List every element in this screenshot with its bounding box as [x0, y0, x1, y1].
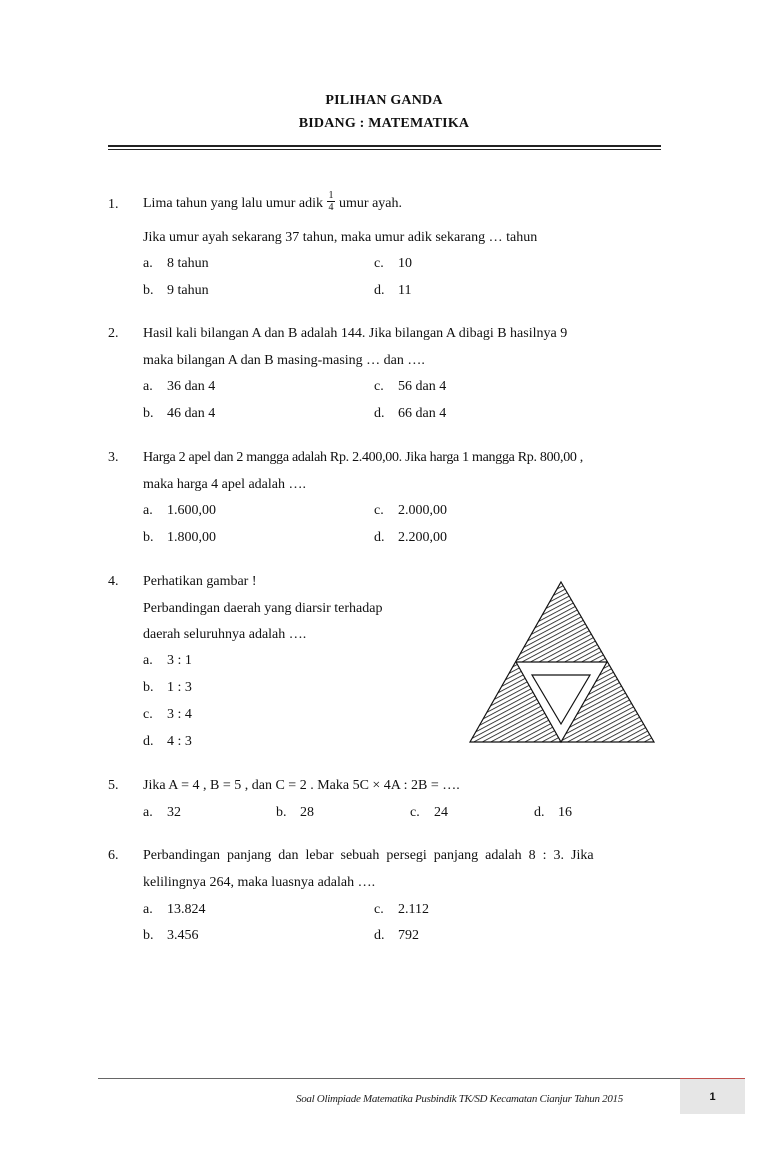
- question-number: 5.: [108, 778, 119, 793]
- option-d[interactable]: [374, 283, 411, 299]
- option-b[interactable]: [276, 805, 314, 821]
- question-number: 1.: [108, 197, 119, 212]
- option-letter: b.: [143, 680, 154, 695]
- option-text: 1 : 3: [167, 680, 192, 695]
- option-text: 13.824: [167, 902, 206, 917]
- option-a[interactable]: [143, 379, 215, 395]
- option-letter: b.: [143, 530, 154, 545]
- question-text-line: Perbandingan panjang dan lebar sebuah persegi panjang adalah 8 : 3. Jika: [143, 848, 594, 863]
- option-text: 1.800,00: [167, 530, 216, 545]
- question-text-line: [143, 189, 402, 219]
- option-b[interactable]: [143, 680, 192, 696]
- option-letter: a.: [143, 902, 153, 917]
- option-text: 16: [558, 805, 572, 820]
- question-text-line: Hasil kali bilangan A dan B adalah 144. Jika bilangan A dibagi B hasilnya 9: [143, 326, 568, 341]
- option-letter: c.: [374, 902, 384, 917]
- option-text: 28: [300, 805, 314, 820]
- question-text-line: daerah seluruhnya adalah ….: [143, 627, 307, 642]
- question-text-line: Jika A = 4 , B = 5 , dan C = 2 . Maka 5C × 4A : 2B = ….: [143, 778, 460, 793]
- title-double-rule-bottom: [108, 149, 661, 150]
- option-d[interactable]: [374, 406, 446, 422]
- option-text: 66 dan 4: [398, 406, 447, 421]
- option-a[interactable]: [143, 503, 216, 519]
- question-number: 4.: [108, 574, 119, 589]
- option-c[interactable]: [374, 503, 447, 519]
- option-a[interactable]: [143, 902, 206, 918]
- question-text-line: kelilingnya 264, maka luasnya adalah ….: [143, 875, 376, 890]
- page-number-box: [680, 1078, 745, 1114]
- option-c[interactable]: [143, 707, 192, 723]
- question-text-line: maka bilangan A dan B masing-masing … dan ….: [143, 353, 425, 368]
- option-b[interactable]: [143, 530, 216, 546]
- option-letter: b.: [143, 406, 154, 421]
- option-letter: a.: [143, 256, 153, 271]
- option-letter: c.: [374, 379, 384, 394]
- question-text-part: Lima tahun yang lalu umur adik: [143, 196, 324, 211]
- page-title: PILIHAN GANDA: [325, 93, 443, 108]
- option-a[interactable]: [143, 805, 181, 821]
- option-a[interactable]: [143, 256, 209, 272]
- option-text: 10: [398, 256, 412, 271]
- option-text: 4 : 3: [167, 734, 192, 749]
- option-text: 24: [434, 805, 448, 820]
- footer-text: Soal Olimpiade Matematika Pusbindik TK/SD Kecamatan Cianjur Tahun 2015: [296, 1093, 623, 1105]
- option-text: 792: [398, 928, 419, 943]
- question-text-part: umur ayah.: [339, 196, 402, 211]
- option-letter: d.: [374, 283, 385, 298]
- fraction-numerator: 1: [328, 190, 334, 202]
- option-letter: c.: [374, 256, 384, 271]
- option-text: 3 : 4: [167, 707, 192, 722]
- question-text-line: Perhatikan gambar !: [143, 574, 257, 589]
- page-subtitle: BIDANG : MATEMATIKA: [298, 116, 470, 131]
- option-c[interactable]: [410, 805, 448, 821]
- option-d[interactable]: [374, 530, 447, 546]
- option-d[interactable]: [374, 928, 419, 944]
- question-number: 2.: [108, 326, 119, 341]
- option-letter: c.: [143, 707, 153, 722]
- option-text: 46 dan 4: [167, 406, 216, 421]
- option-letter: c.: [410, 805, 420, 820]
- shaded-triangle-figure: [466, 578, 658, 746]
- option-c[interactable]: [374, 256, 412, 272]
- option-text: 2.200,00: [398, 530, 447, 545]
- option-letter: a.: [143, 379, 153, 394]
- option-text: 36 dan 4: [167, 379, 216, 394]
- option-c[interactable]: [374, 379, 446, 395]
- option-a[interactable]: [143, 653, 192, 669]
- option-letter: a.: [143, 805, 153, 820]
- option-letter: b.: [143, 283, 154, 298]
- fraction: [327, 190, 335, 213]
- option-b[interactable]: [143, 406, 215, 422]
- option-d[interactable]: [143, 734, 192, 750]
- option-text: 9 tahun: [167, 283, 209, 298]
- footer-rule: [98, 1078, 680, 1079]
- page-number: 1: [709, 1091, 716, 1103]
- option-text: 1.600,00: [167, 503, 216, 518]
- option-letter: b.: [143, 928, 154, 943]
- option-letter: a.: [143, 503, 153, 518]
- question-text-line: Harga 2 apel dan 2 mangga adalah Rp. 2.400,00. Jika harga 1 mangga Rp. 800,00 ,: [143, 450, 584, 465]
- option-d[interactable]: [534, 805, 572, 821]
- question-text-line: Perbandingan daerah yang diarsir terhadap: [143, 601, 383, 616]
- title-double-rule-top: [108, 145, 661, 147]
- option-letter: d.: [143, 734, 154, 749]
- question-text-line: maka harga 4 apel adalah ….: [143, 477, 307, 492]
- option-letter: c.: [374, 503, 384, 518]
- option-letter: d.: [374, 530, 385, 545]
- option-text: 11: [398, 283, 412, 298]
- question-text-line: Jika umur ayah sekarang 37 tahun, maka umur adik sekarang … tahun: [143, 230, 538, 245]
- option-letter: d.: [374, 406, 385, 421]
- fraction-denominator: 4: [328, 202, 334, 214]
- option-letter: d.: [534, 805, 545, 820]
- question-number: 6.: [108, 848, 119, 863]
- option-text: 8 tahun: [167, 256, 209, 271]
- option-text: 2.112: [398, 902, 429, 917]
- option-b[interactable]: [143, 928, 199, 944]
- option-text: 3.456: [167, 928, 199, 943]
- option-text: 56 dan 4: [398, 379, 447, 394]
- question-number: 3.: [108, 450, 119, 465]
- option-text: 32: [167, 805, 181, 820]
- option-b[interactable]: [143, 283, 209, 299]
- option-letter: b.: [276, 805, 287, 820]
- option-text: 3 : 1: [167, 653, 192, 668]
- option-text: 2.000,00: [398, 503, 447, 518]
- option-letter: d.: [374, 928, 385, 943]
- option-c[interactable]: [374, 902, 429, 918]
- option-letter: a.: [143, 653, 153, 668]
